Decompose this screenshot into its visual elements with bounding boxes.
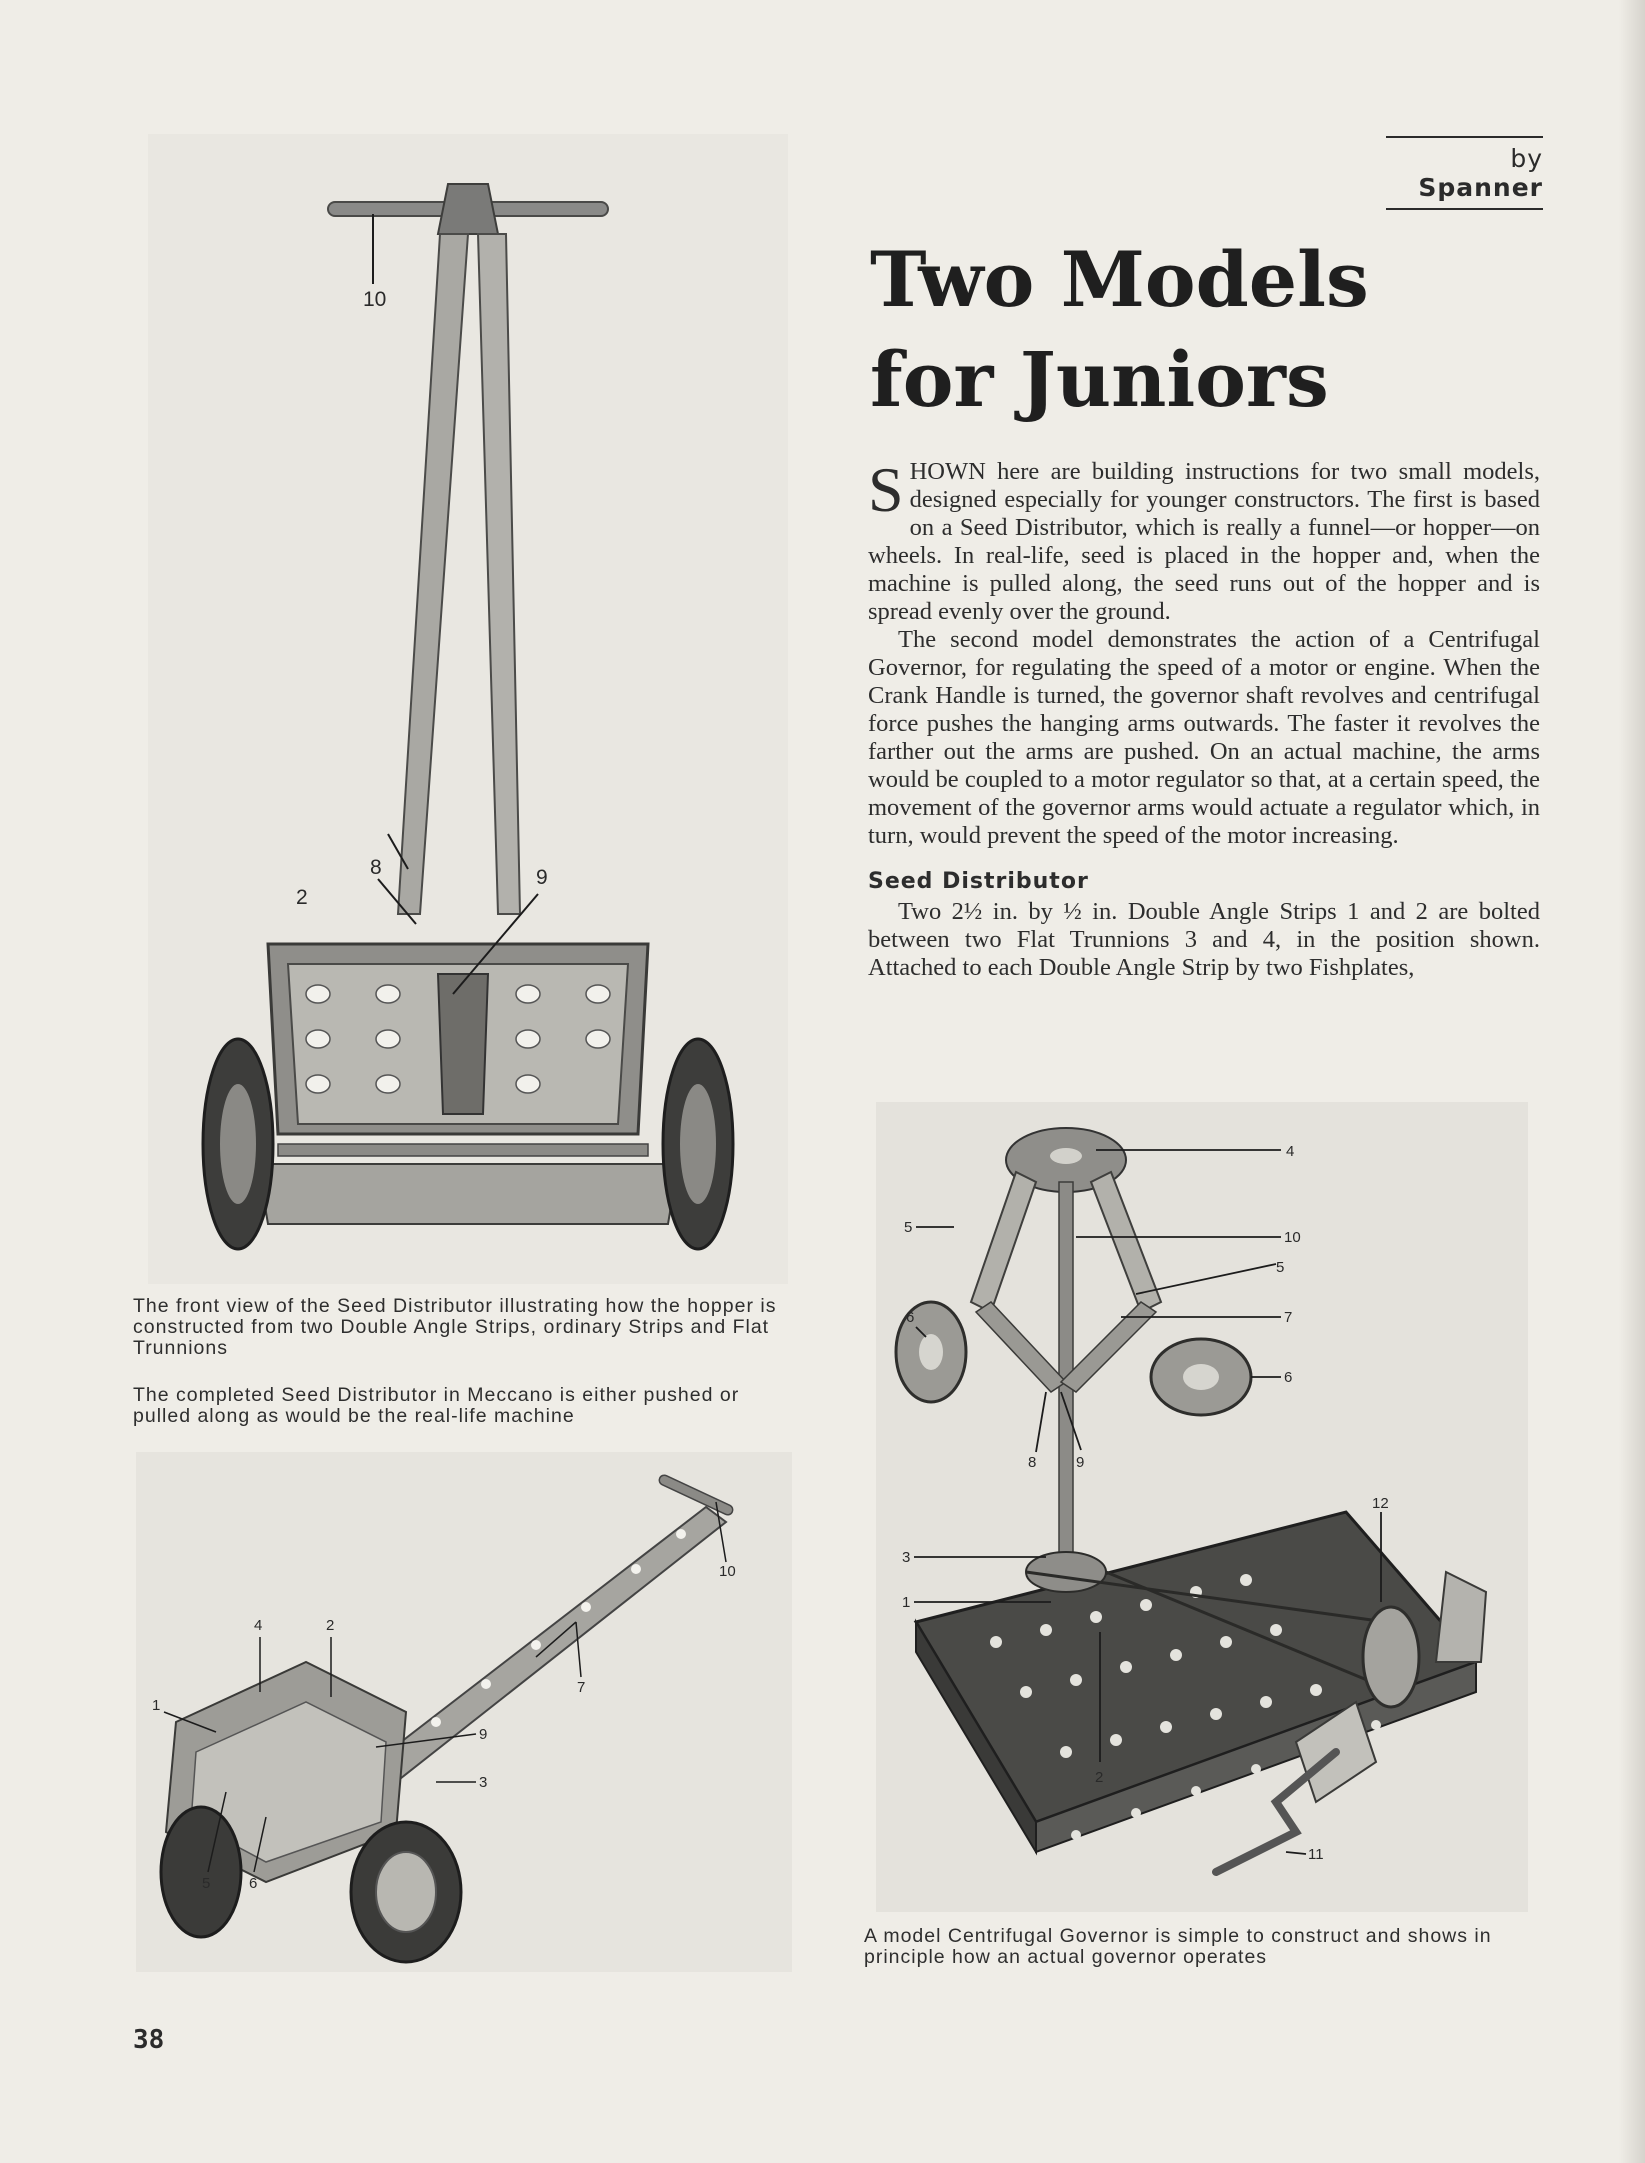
byline [1386,136,1543,210]
page-edge-shadow [1619,0,1645,2163]
label-side-6: 6 [249,1875,258,1892]
intro-text: HOWN here are building instructions for two small models, designed especially for younger constructors. The first is based on a Seed Distributor, which is really a funnel—or hopper—on wheels. In real-life, seed is placed in the hopper and, when the machine is pulled along, the seed runs out of the hopper and is spread evenly over the ground. [868,458,1540,625]
seed-distributor-completed-photo [136,1452,792,1972]
label-side-9: 9 [479,1726,488,1743]
label-gov-5-right: 5 [1276,1259,1285,1276]
label-gov-6-right: 6 [1284,1369,1293,1386]
caption-completed: The completed Seed Distributor in Meccano is either pushed or pulled along as would be the real-life machine [133,1384,740,1427]
label-front-2: 2 [296,886,308,909]
label-gov-8: 8 [1028,1454,1037,1471]
label-gov-1: 1 [902,1594,911,1611]
drop-cap: S [868,454,904,525]
label-gov-2: 2 [1095,1769,1104,1786]
article-body [868,454,1540,982]
page-number: 38 [133,2025,165,2055]
label-side-5: 5 [202,1875,211,1892]
label-side-4: 4 [254,1617,263,1634]
label-gov-6-left: 6 [906,1309,915,1326]
label-gov-11: 11 [1308,1846,1324,1863]
label-front-10: 10 [363,288,387,311]
label-side-3: 3 [479,1774,488,1791]
section-heading-seed-distributor: Seed Distributor [868,869,1089,894]
caption-front-view: The front view of the Seed Distributor illustrating how the hopper is constructed from two Double Angle Strips, ordinary Strips and Flat Trunnions [133,1295,777,1359]
label-gov-4: 4 [1286,1143,1295,1160]
intro-paragraph [868,454,1540,626]
label-gov-9: 9 [1076,1454,1085,1471]
title-line-2: for Juniors [870,335,1329,424]
label-side-1: 1 [152,1697,161,1714]
label-front-9: 9 [536,866,548,889]
label-side-7: 7 [577,1679,586,1696]
byline-prefix: by [1510,144,1543,173]
label-gov-5-left: 5 [904,1219,913,1236]
label-gov-12: 12 [1372,1495,1389,1512]
paragraph-seed-distributor: Two 2½ in. by ½ in. Double Angle Strips 1 and 2 are bolted between two Flat Trunnions 3 and 4, in the position shown. Attached to each Double Angle Strip by two Fishplates, [868,898,1540,981]
seed-distributor-front-photo [148,134,788,1284]
label-side-2: 2 [326,1617,335,1634]
paragraph-governor: The second model demonstrates the action of a Centrifugal Governor, for regulating the speed of a motor or engine. When the Crank Handle is turned, the governor shaft revolves and centrifugal force pushes the hanging arms outwards. The faster it revolves the farther out the arms are pushed. On an actual machine, the arms would be coupled to a motor regulator so that, at a certain speed, the movement of the governor arms would actuate a regulator which, in turn, would prevent the speed of the motor increasing. [868,626,1540,849]
byline-author: Spanner [1418,173,1543,202]
label-front-8: 8 [370,856,382,879]
caption-governor: A model Centrifugal Governor is simple to construct and shows in principle how an actual governor operates [864,1925,1492,1968]
title-line-1: Two Models [870,235,1369,324]
centrifugal-governor-photo [876,1102,1528,1912]
label-gov-7: 7 [1284,1309,1293,1326]
label-gov-10: 10 [1284,1229,1301,1246]
label-side-10: 10 [719,1563,736,1580]
article-title [870,230,1430,430]
label-gov-3: 3 [902,1549,911,1566]
